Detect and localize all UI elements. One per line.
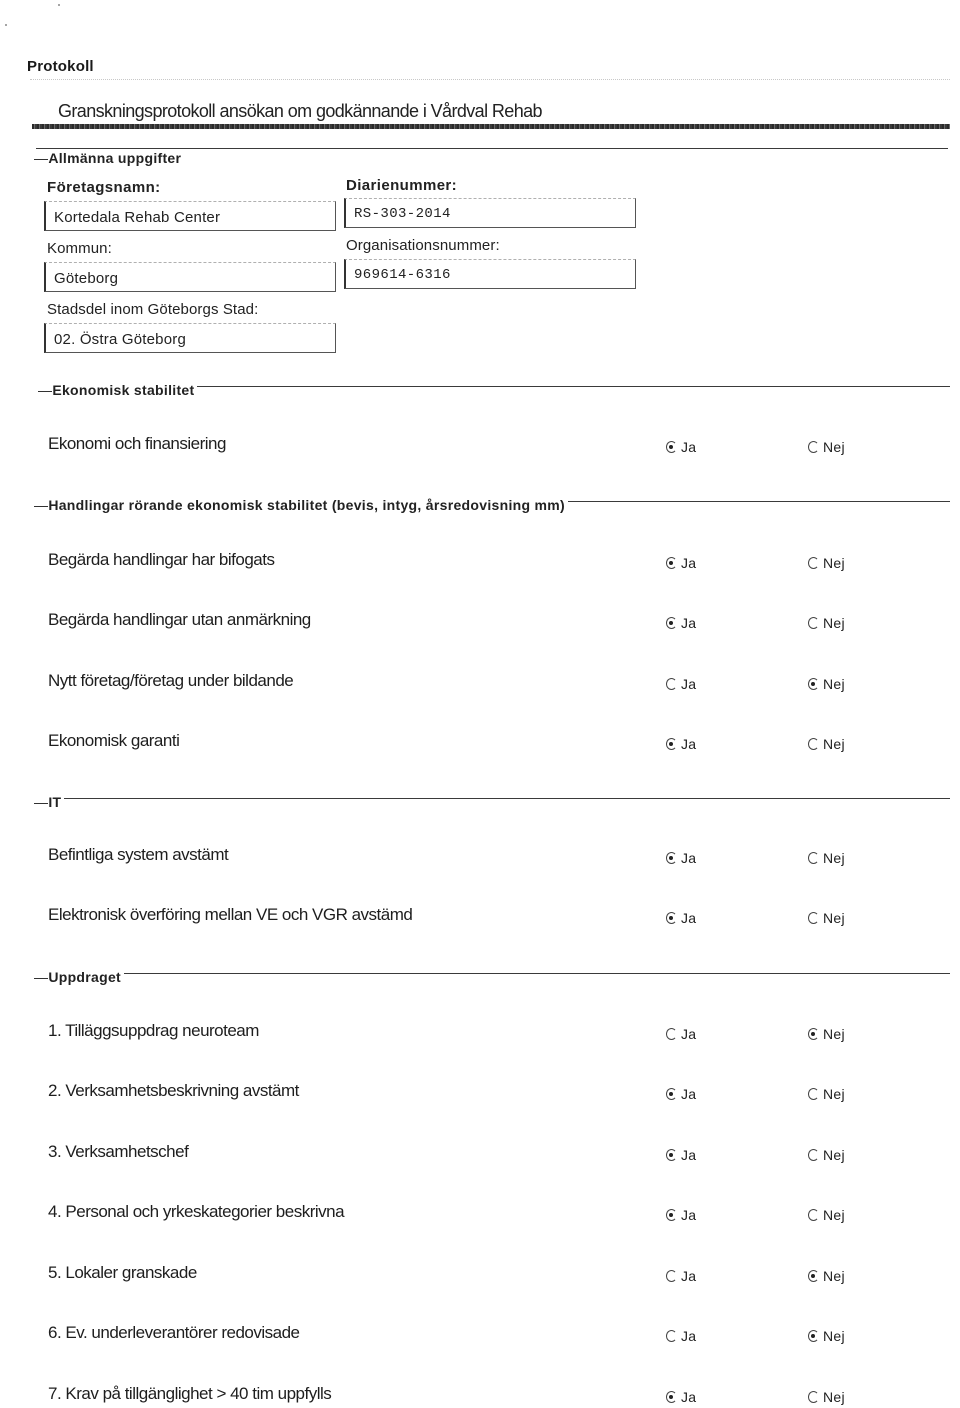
radio-circle-icon: [666, 617, 677, 629]
stadsdel-label: Stadsdel inom Göteborgs Stad:: [47, 301, 259, 318]
radio-ja[interactable]: [666, 615, 696, 631]
dotted-divider: [30, 79, 950, 80]
section-heading: —Uppdraget: [34, 969, 124, 985]
radio-circle-icon: [808, 1149, 819, 1161]
radio-circle-icon: [808, 678, 819, 690]
radio-ja[interactable]: [666, 1026, 696, 1042]
radio-circle-icon: [808, 441, 819, 453]
radio-option-label: Nej: [823, 676, 845, 692]
radio-nej[interactable]: [808, 1268, 845, 1284]
radio-option-label: Ja: [681, 736, 697, 752]
title-underline-bar: [32, 124, 950, 129]
radio-option-label: Nej: [823, 1328, 845, 1344]
radio-option-label: Ja: [681, 615, 697, 631]
protocol-label: Protokoll: [27, 58, 94, 75]
stadsdel-field[interactable]: 02. Östra Göteborg: [44, 323, 336, 353]
radio-option-label: Nej: [823, 850, 845, 866]
radio-option-label: Ja: [681, 439, 697, 455]
radio-selected-dot-icon: [669, 1092, 673, 1096]
radio-circle-icon: [808, 852, 819, 864]
question-label: 2. Verksamhetsbeskrivning avstämt: [48, 1081, 299, 1100]
radio-selected-dot-icon: [811, 1334, 815, 1338]
radio-option-label: Nej: [823, 615, 845, 631]
radio-circle-icon: [666, 738, 677, 750]
radio-circle-icon: [666, 441, 677, 453]
question-label: 6. Ev. underleverantörer redovisade: [48, 1323, 300, 1342]
radio-selected-dot-icon: [669, 742, 673, 746]
section-heading: —Ekonomisk stabilitet: [38, 382, 197, 398]
question-label: 4. Personal och yrkeskategorier beskrivna: [48, 1202, 345, 1221]
radio-nej[interactable]: [808, 1086, 845, 1102]
radio-option-label: Nej: [823, 736, 845, 752]
radio-nej[interactable]: [808, 850, 845, 866]
radio-selected-dot-icon: [811, 1032, 815, 1036]
radio-selected-dot-icon: [669, 1213, 673, 1217]
radio-ja[interactable]: [666, 555, 696, 571]
radio-option-label: Nej: [823, 1147, 845, 1163]
radio-ja[interactable]: [666, 850, 696, 866]
section-heading: —Handlingar rörande ekonomisk stabilitet (bevis, intyg, årsredovisning mm): [34, 497, 568, 513]
question-label: 7. Krav på tillgänglighet > 40 tim uppfylls: [48, 1384, 332, 1403]
radio-selected-dot-icon: [811, 682, 815, 686]
radio-option-label: Nej: [823, 1268, 845, 1284]
radio-option-label: Ja: [681, 1147, 697, 1163]
radio-ja[interactable]: [666, 1389, 696, 1405]
radio-nej[interactable]: [808, 555, 845, 571]
scan-speck: [58, 4, 60, 6]
radio-nej[interactable]: [808, 439, 845, 455]
radio-circle-icon: [808, 1391, 819, 1403]
radio-ja[interactable]: [666, 1147, 696, 1163]
radio-option-label: Ja: [681, 555, 697, 571]
document-title: Granskningsprotokoll ansökan om godkännande i Vårdval Rehab: [58, 101, 542, 121]
radio-circle-icon: [666, 678, 677, 690]
question-label: Ekonomi och finansiering: [48, 434, 226, 453]
radio-option-label: Nej: [823, 439, 845, 455]
radio-nej[interactable]: [808, 1389, 845, 1405]
radio-option-label: Ja: [681, 1389, 697, 1405]
radio-circle-icon: [808, 617, 819, 629]
organisationsnummer-field[interactable]: 969614-6316: [344, 259, 636, 289]
radio-ja[interactable]: [666, 1207, 696, 1223]
radio-circle-icon: [808, 738, 819, 750]
radio-selected-dot-icon: [669, 561, 673, 565]
radio-option-label: Nej: [823, 1086, 845, 1102]
radio-option-label: Nej: [823, 1207, 845, 1223]
foretagsnamn-field[interactable]: Kortedala Rehab Center: [44, 201, 336, 231]
section-line: [36, 798, 950, 799]
radio-circle-icon: [666, 912, 677, 924]
radio-circle-icon: [808, 1028, 819, 1040]
kommun-field[interactable]: Göteborg: [44, 262, 336, 292]
radio-ja[interactable]: [666, 1268, 696, 1284]
radio-circle-icon: [808, 1088, 819, 1100]
radio-option-label: Ja: [681, 850, 697, 866]
section-line: [36, 973, 950, 974]
radio-selected-dot-icon: [669, 1395, 673, 1399]
radio-selected-dot-icon: [669, 621, 673, 625]
diarienummer-field[interactable]: RS-303-2014: [344, 198, 636, 228]
question-label: 3. Verksamhetschef: [48, 1142, 189, 1161]
radio-circle-icon: [808, 1270, 819, 1282]
radio-option-label: Nej: [823, 1026, 845, 1042]
radio-circle-icon: [666, 1088, 677, 1100]
radio-nej[interactable]: [808, 1026, 845, 1042]
radio-nej[interactable]: [808, 1328, 845, 1344]
radio-option-label: Ja: [681, 910, 697, 926]
question-label: Begärda handlingar har bifogats: [48, 550, 275, 569]
radio-ja[interactable]: [666, 736, 696, 752]
radio-circle-icon: [666, 1028, 677, 1040]
radio-circle-icon: [666, 1330, 677, 1342]
radio-circle-icon: [666, 1149, 677, 1161]
section-heading: —IT: [34, 794, 64, 810]
organisationsnummer-label: Organisationsnummer:: [346, 237, 500, 254]
radio-nej[interactable]: [808, 910, 845, 926]
radio-circle-icon: [808, 1330, 819, 1342]
radio-option-label: Ja: [681, 1207, 697, 1223]
section-line-allmanna: [36, 148, 948, 149]
section-heading-text: Ekonomisk stabilitet: [52, 382, 195, 398]
radio-option-label: Ja: [681, 1328, 697, 1344]
section-heading-text: IT: [48, 794, 62, 810]
scan-speck: [5, 24, 7, 26]
radio-circle-icon: [666, 1391, 677, 1403]
question-label: Ekonomisk garanti: [48, 731, 180, 750]
radio-option-label: Ja: [681, 1268, 697, 1284]
radio-nej[interactable]: [808, 676, 845, 692]
radio-selected-dot-icon: [669, 916, 673, 920]
radio-ja[interactable]: [666, 676, 696, 692]
radio-option-label: Nej: [823, 555, 845, 571]
radio-circle-icon: [666, 1209, 677, 1221]
radio-option-label: Ja: [681, 1026, 697, 1042]
radio-circle-icon: [666, 1270, 677, 1282]
radio-ja[interactable]: [666, 439, 696, 455]
section-heading-text: Handlingar rörande ekonomisk stabilitet (bevis, intyg, årsredovisning mm): [48, 497, 565, 513]
question-label: 1. Tilläggsuppdrag neuroteam: [48, 1021, 259, 1040]
question-label: Befintliga system avstämt: [48, 845, 229, 864]
radio-option-label: Ja: [681, 1086, 697, 1102]
radio-selected-dot-icon: [669, 1153, 673, 1157]
question-label: Elektronisk överföring mellan VE och VGR avstämd: [48, 905, 413, 924]
radio-ja[interactable]: [666, 1328, 696, 1344]
radio-option-label: Nej: [823, 1389, 845, 1405]
radio-circle-icon: [666, 852, 677, 864]
section-heading-allmanna: —Allmänna uppgifter: [34, 150, 184, 166]
radio-ja[interactable]: [666, 1086, 696, 1102]
radio-option-label: Ja: [681, 676, 697, 692]
question-label: Begärda handlingar utan anmärkning: [48, 610, 311, 629]
question-label: 5. Lokaler granskade: [48, 1263, 197, 1282]
radio-nej[interactable]: [808, 1147, 845, 1163]
radio-ja[interactable]: [666, 910, 696, 926]
section-heading-text: Uppdraget: [48, 969, 122, 985]
diarienummer-label: Diarienummer:: [346, 177, 458, 194]
kommun-label: Kommun:: [47, 240, 112, 257]
radio-option-label: Nej: [823, 910, 845, 926]
radio-circle-icon: [808, 912, 819, 924]
radio-selected-dot-icon: [811, 1274, 815, 1278]
question-label: Nytt företag/företag under bildande: [48, 671, 294, 690]
radio-circle-icon: [808, 1209, 819, 1221]
radio-nej[interactable]: [808, 1207, 845, 1223]
radio-nej[interactable]: [808, 615, 845, 631]
radio-selected-dot-icon: [669, 445, 673, 449]
radio-circle-icon: [666, 557, 677, 569]
radio-nej[interactable]: [808, 736, 845, 752]
foretagsnamn-label: Företagsnamn:: [47, 179, 161, 196]
radio-selected-dot-icon: [669, 856, 673, 860]
radio-circle-icon: [808, 557, 819, 569]
